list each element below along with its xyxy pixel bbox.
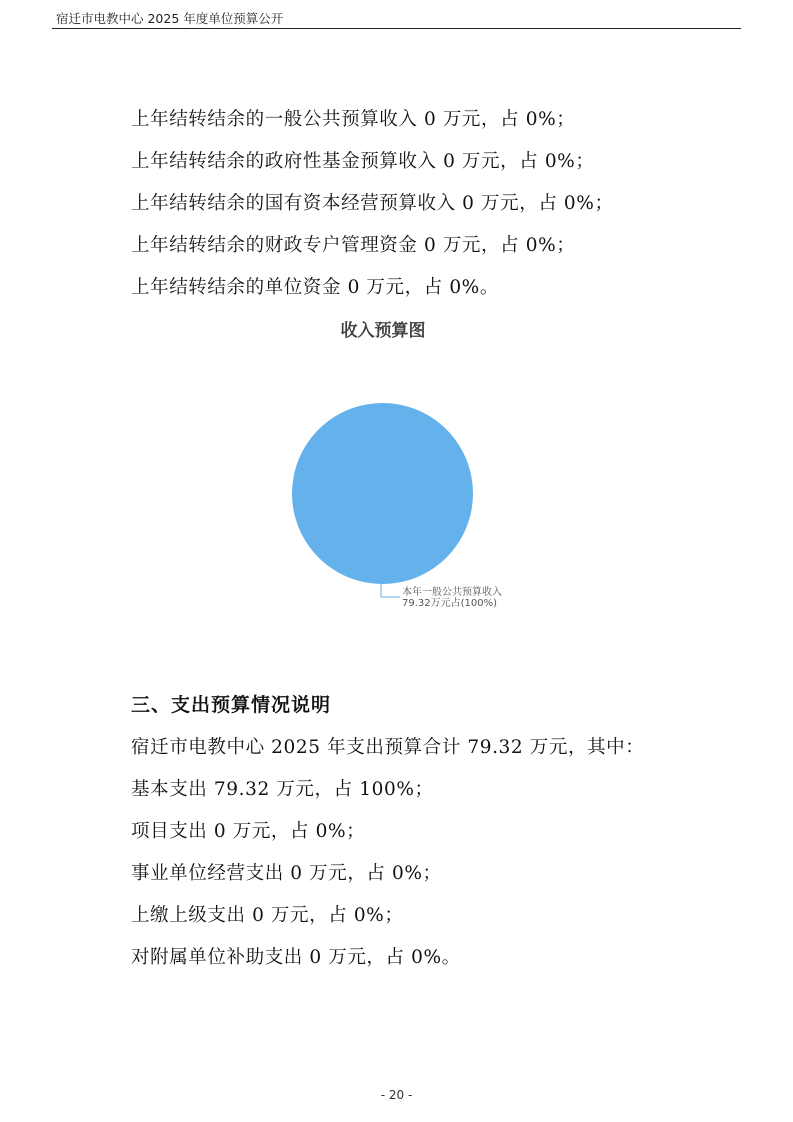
expense-line-5: 上缴上级支出 0 万元，占 0%；	[131, 905, 404, 926]
pie-slice-general-budget	[292, 403, 473, 584]
pie-label-value: 79.32万元占(100%)	[402, 598, 498, 609]
expense-line-4: 事业单位经营支出 0 万元，占 0%；	[131, 863, 442, 884]
carryover-line-2: 上年结转结余的政府性基金预算收入 0 万元，占 0%；	[131, 151, 595, 172]
page-number: - 20 -	[380, 1088, 413, 1102]
chart-title: 收入预算图	[340, 321, 426, 341]
carryover-line-1: 上年结转结余的一般公共预算收入 0 万元，占 0%；	[131, 109, 576, 130]
pie-label-name: 本年一般公共预算收入	[402, 587, 502, 598]
expense-line-1: 宿迁市电教中心 2025 年支出预算合计 79.32 万元，其中：	[131, 737, 645, 758]
section-title: 三、支出预算情况说明	[131, 694, 332, 716]
expense-line-6: 对附属单位补助支出 0 万元，占 0%。	[131, 947, 461, 968]
carryover-line-4: 上年结转结余的财政专户管理资金 0 万元，占 0%；	[131, 235, 576, 256]
header-divider	[52, 28, 741, 29]
carryover-line-5: 上年结转结余的单位资金 0 万元，占 0%。	[131, 277, 499, 298]
page-header: 宿迁市电教中心 2025 年度单位预算公开	[56, 11, 284, 26]
expense-line-3: 项目支出 0 万元，占 0%；	[131, 821, 366, 842]
carryover-line-3: 上年结转结余的国有资本经营预算收入 0 万元，占 0%；	[131, 193, 614, 214]
expense-line-2: 基本支出 79.32 万元，占 100%；	[131, 779, 434, 800]
